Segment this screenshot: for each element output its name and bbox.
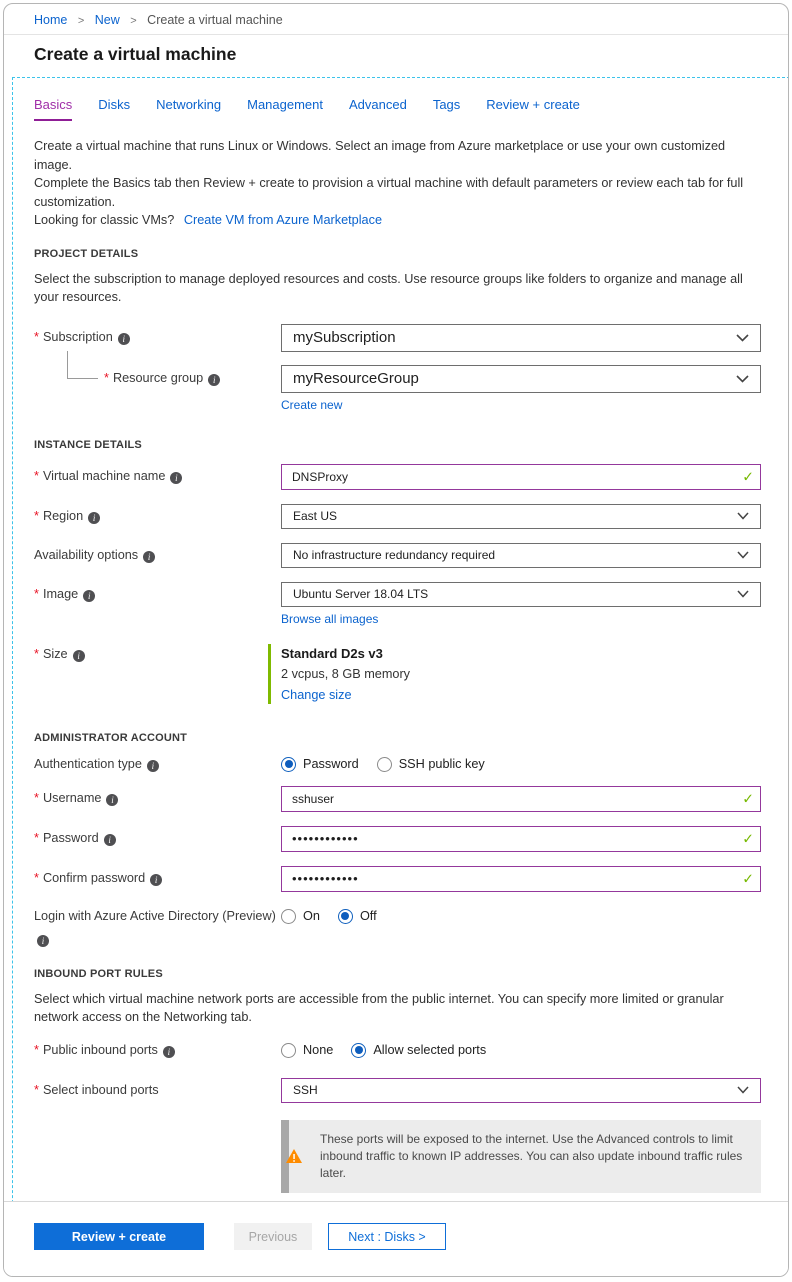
required-marker: * [34,791,39,805]
required-marker: * [34,646,39,661]
select-inbound-ports-dropdown[interactable] [281,1078,761,1103]
radio-selected-icon [338,909,353,924]
administrator-account-heading: ADMINISTRATOR ACCOUNT [34,731,188,744]
radio-unselected-icon [281,1043,296,1058]
required-marker: * [34,469,39,483]
required-marker: * [104,371,109,385]
info-icon[interactable]: i [163,1046,175,1058]
vm-name-input[interactable] [281,464,761,490]
instance-details-heading: INSTANCE DETAILS [34,438,142,451]
info-icon[interactable]: i [147,760,159,772]
subscription-value: mySubscription [293,329,396,346]
radio-aad-off[interactable] [338,909,377,924]
authentication-type-label: Authentication type i [34,757,281,772]
required-marker: * [34,330,39,344]
radio-unselected-icon [377,757,392,772]
confirm-password-input[interactable] [281,866,761,892]
info-icon[interactable]: i [118,333,130,345]
info-icon[interactable]: i [170,472,182,484]
inbound-port-rules-heading: INBOUND PORT RULES [34,967,163,980]
info-icon[interactable]: i [150,874,162,886]
previous-button[interactable]: Previous [234,1223,312,1250]
select-inbound-ports-label: * Select inbound ports [34,1083,159,1097]
info-icon[interactable]: i [37,935,49,947]
size-specs: 2 vcpus, 8 GB memory [281,666,411,681]
radio-none-label: None [303,1043,334,1057]
availability-options-value: No infrastructure redundancy required [293,548,496,562]
breadcrumb-new[interactable]: New [94,13,120,27]
classic-vms-text: Looking for classic VMs? [34,213,175,227]
image-dropdown[interactable] [281,582,761,607]
image-value: Ubuntu Server 18.04 LTS [293,587,429,601]
tab-disks[interactable]: Disks [98,97,131,112]
radio-ssh-public-key[interactable] [377,757,485,772]
resource-group-dropdown[interactable] [281,365,761,393]
change-size-link[interactable]: Change size [281,687,352,702]
breadcrumb [4,4,788,35]
review-create-button[interactable]: Review + create [34,1223,204,1250]
radio-password-label: Password [303,757,359,771]
info-icon[interactable]: i [104,834,116,846]
browse-all-images-link[interactable]: Browse all images [281,611,379,626]
required-marker: * [34,831,39,845]
required-marker: * [34,508,39,523]
radio-allow-label: Allow selected ports [373,1043,487,1057]
chevron-down-icon [737,590,749,598]
resource-group-label: * Resource group i [34,371,281,386]
radio-password[interactable] [281,757,359,772]
region-value: East US [293,509,338,523]
chevron-down-icon [737,512,749,520]
availability-options-dropdown[interactable] [281,543,761,568]
password-label: * Password i [34,831,281,846]
radio-none[interactable] [281,1043,333,1058]
resource-group-value: myResourceGroup [293,370,419,387]
intro-text [34,137,756,230]
subscription-dropdown[interactable] [281,324,761,352]
public-inbound-ports-label: * Public inbound ports i [34,1043,281,1058]
radio-selected-icon [281,757,296,772]
intro-line-2: Complete the Basics tab then Review + create to provision a virtual machine with default parameters or review each tab for full customization. [34,176,744,209]
size-name: Standard D2s v3 [281,645,383,661]
radio-off-label: Off [359,909,377,923]
size-summary [268,644,761,704]
chevron-down-icon [737,1086,749,1094]
chevron-down-icon [737,551,749,559]
public-inbound-ports-radio-group [281,1043,761,1058]
page-title: Create a virtual machine [34,44,237,64]
required-marker: * [34,1083,39,1097]
subscription-label: * Subscription i [34,330,281,345]
tab-review-create[interactable]: Review + create [486,97,580,112]
radio-unselected-icon [281,909,296,924]
breadcrumb-separator: > [130,15,137,27]
ports-warning-banner [281,1120,761,1193]
image-label: * Image i [34,587,281,602]
confirm-password-label: * Confirm password i [34,871,281,886]
tab-advanced[interactable]: Advanced [349,97,407,112]
info-icon[interactable]: i [208,374,220,386]
info-icon[interactable]: i [83,590,95,602]
ports-warning-text: These ports will be exposed to the internet. Use the Advanced controls to limit inbound traffic to known IP addresses. You can also update inbound traffic rules later. [320,1131,743,1180]
username-input[interactable] [281,786,761,812]
availability-options-label: Availability options i [34,548,281,563]
valid-check-icon: ✓ [742,870,754,886]
breadcrumb-home[interactable]: Home [34,13,68,27]
create-new-resource-group-link[interactable]: Create new [281,397,343,412]
radio-aad-on[interactable] [281,909,320,924]
aad-login-label: Login with Azure Active Directory (Preview) [34,909,276,923]
select-inbound-ports-value: SSH [293,1083,318,1097]
info-icon[interactable]: i [106,794,118,806]
password-input[interactable] [281,826,761,852]
tab-bar [4,97,788,121]
valid-check-icon: ✓ [742,830,754,846]
tab-networking[interactable]: Networking [156,97,222,112]
info-icon[interactable]: i [143,551,155,563]
footer-bar [4,1201,788,1276]
breadcrumb-current: Create a virtual machine [147,13,283,27]
radio-ssh-label: SSH public key [398,757,485,771]
required-marker: * [34,871,39,885]
radio-on-label: On [303,909,320,923]
resource-group-connector [67,351,98,379]
breadcrumb-separator: > [77,15,85,27]
required-marker: * [34,586,39,601]
warning-icon [285,1148,303,1164]
vm-name-label: * Virtual machine name i [34,469,281,484]
info-icon[interactable]: i [88,512,100,524]
required-marker: * [34,1042,39,1057]
project-details-description: Select the subscription to manage deployed resources and costs. Use resource groups like folders to organize and manage all your resources. [34,271,743,304]
aad-login-radio-group [281,909,761,924]
region-dropdown[interactable] [281,504,761,529]
region-label: * Region i [34,509,281,524]
tab-basics[interactable]: Basics [34,97,72,121]
username-label: * Username i [34,791,281,806]
tab-tags[interactable]: Tags [432,97,461,112]
next-disks-button[interactable]: Next : Disks > [328,1223,446,1250]
project-details-heading: PROJECT DETAILS [34,247,139,260]
valid-check-icon: ✓ [742,468,754,484]
valid-check-icon: ✓ [742,790,754,806]
chevron-down-icon [736,375,749,383]
info-icon[interactable]: i [73,650,85,662]
radio-allow-selected-ports[interactable] [351,1043,486,1058]
create-vm-marketplace-link[interactable]: Create VM from Azure Marketplace [183,213,382,227]
chevron-down-icon [736,334,749,342]
tab-management[interactable]: Management [247,97,323,112]
create-vm-page [3,3,789,1277]
inbound-port-rules-description: Select which virtual machine network ports are accessible from the public internet. You can specify more limited or granular network access on the Networking tab. [34,991,724,1024]
intro-line-1: Create a virtual machine that runs Linux or Windows. Select an image from Azure marketplace or use your own customized image. [34,139,726,172]
intro-line-3 [34,211,756,230]
size-label: * Size i [34,644,281,662]
radio-selected-icon [351,1043,366,1058]
authentication-type-radio-group [281,757,761,772]
